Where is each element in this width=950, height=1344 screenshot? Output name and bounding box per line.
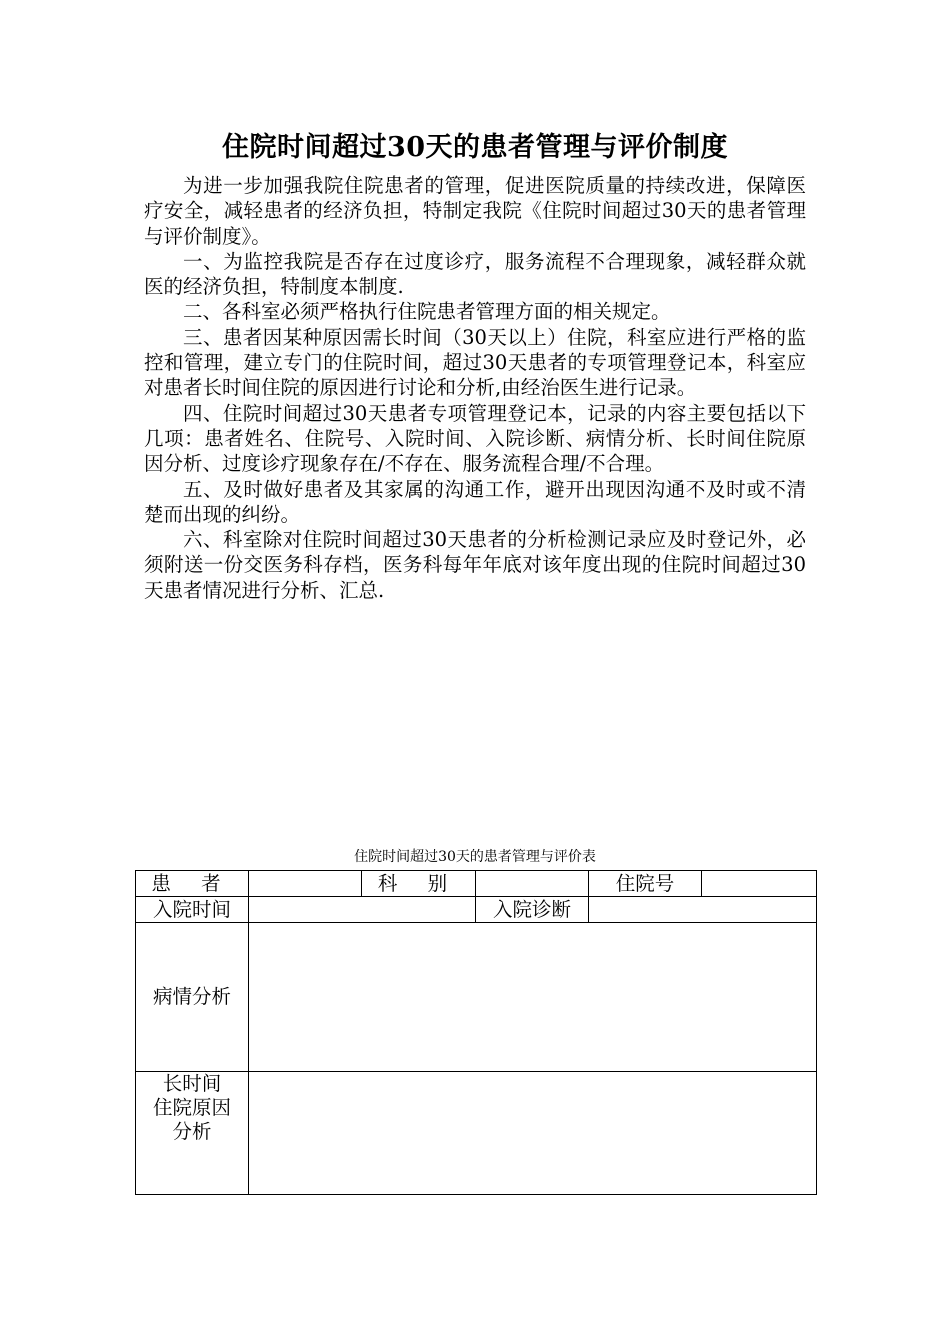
label-department: 科 别 [362,871,476,897]
paragraph-item-2: 二、各科室必须严格执行住院患者管理方面的相关规定。 [183,300,671,324]
form-caption: 住院时间超过30天的患者管理与评价表 [354,849,596,865]
inpatient-no-field[interactable] [702,871,817,897]
long-stay-analysis-field[interactable] [249,1072,817,1195]
document-title: 住院时间超过30天的患者管理与评价制度 [221,132,729,163]
document-body [144,173,806,603]
label-long-stay-line3: 分析 [172,1120,212,1143]
label-patient: 患 者 [136,871,249,897]
label-condition-analysis: 病情分析 [136,923,249,1072]
paragraph-item-5: 五、及时做好患者及其家属的沟通工作，避开出现因沟通不及时或不清楚而出现的纠纷。 [144,477,806,526]
evaluation-form-table [135,870,817,1195]
paragraph-item-6: 六、科室除对住院时间超过30天患者的分析检测记录应及时登记外，必须附送一份交医务科存档，医务科每年年底对该年度出现的住院时间超过30天患者情况进行分析、汇总. [144,528,806,602]
paragraph-item-1: 一、为监控我院是否存在过度诊疗，服务流程不合理现象，减轻群众就医的经济负担，特制度本制度. [144,249,806,299]
paragraph-item-4: 四、住院时间超过30天患者专项管理登记本，记录的内容主要包括以下几项：患者姓名、住院号、入院时间、入院诊断、病情分析、长时间住院原因分析、过度诊疗现象存在/不存在、服务流程合理/不合理。 [144,401,806,476]
paragraph-item-3: 三、患者因某种原因需长时间（30天以上）住院，科室应进行严格的监控和管理，建立专门的住院时间，超过30天患者的专项管理登记本，科室应对患者长时间住院的原因进行讨论和分析,由经治医生进行记录。 [144,325,806,400]
condition-analysis-field[interactable] [249,923,817,1072]
label-long-stay-line1: 长时间 [162,1072,222,1095]
form-row-condition [136,923,817,1072]
form-row-patient [136,871,817,897]
label-admission-time: 入院时间 [136,897,249,923]
patient-name-field[interactable] [249,871,362,897]
admission-diagnosis-field[interactable] [589,897,817,923]
label-inpatient-no: 住院号 [589,871,702,897]
label-admission-diagnosis: 入院诊断 [476,897,589,923]
paragraph-intro: 为进一步加强我院住院患者的管理，促进医院质量的持续改进，保障医疗安全，减轻患者的经济负担，特制定我院《住院时间超过30天的患者管理与评价制度》。 [144,174,806,248]
form-row-admission [136,897,817,923]
form-row-long-stay [136,1072,817,1195]
department-field[interactable] [476,871,589,897]
label-long-stay-analysis [136,1072,249,1195]
label-long-stay-line2: 住院原因 [152,1096,231,1119]
admission-time-field[interactable] [249,897,476,923]
